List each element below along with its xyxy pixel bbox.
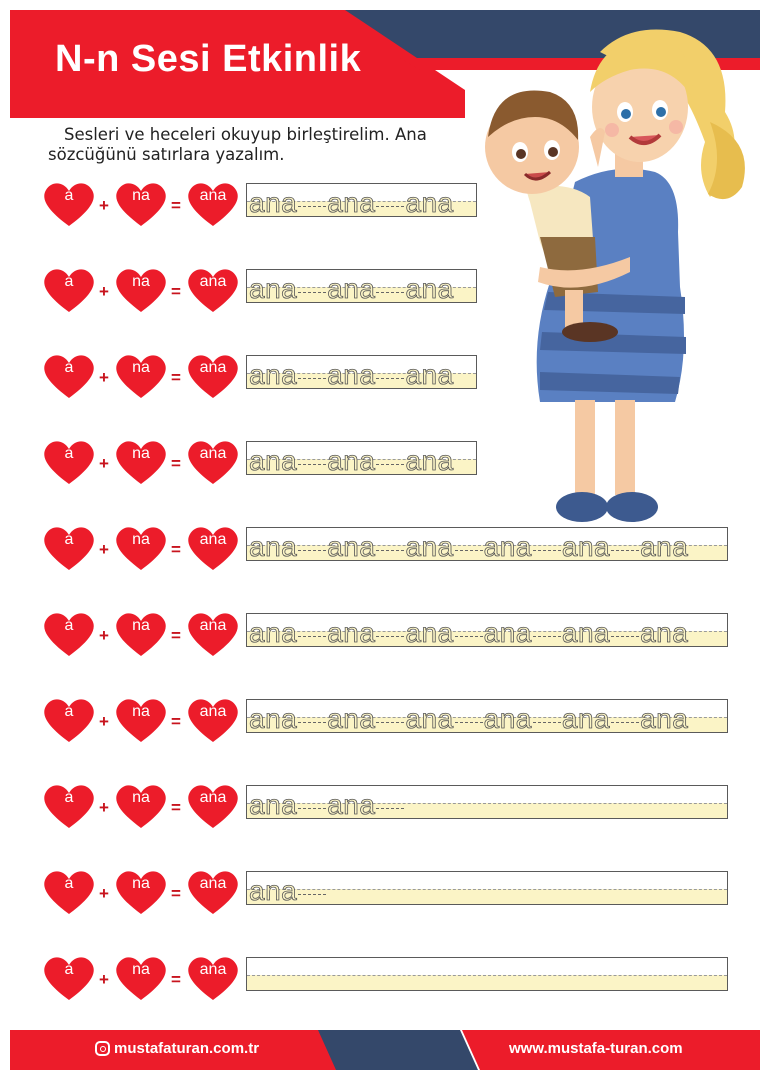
equation-row bbox=[0, 952, 770, 1008]
heart-syllable-na-label: na bbox=[132, 789, 150, 806]
writing-line-box[interactable] bbox=[246, 183, 477, 217]
trace-connector bbox=[298, 894, 326, 895]
trace-connector bbox=[298, 206, 326, 207]
trace-connector bbox=[455, 722, 483, 723]
trace-words bbox=[249, 533, 688, 561]
trace-word: ana bbox=[405, 359, 454, 390]
trace-connector bbox=[376, 722, 404, 723]
equals-sign: = bbox=[171, 626, 181, 645]
trace-connector bbox=[611, 550, 639, 551]
trace-connector bbox=[298, 722, 326, 723]
trace-connector bbox=[455, 636, 483, 637]
trace-connector bbox=[533, 636, 561, 637]
trace-words bbox=[249, 361, 454, 389]
writing-band bbox=[247, 975, 727, 990]
trace-connector bbox=[533, 722, 561, 723]
equals-sign: = bbox=[171, 454, 181, 473]
trace-word: ana bbox=[327, 617, 376, 648]
trace-word: ana bbox=[640, 617, 689, 648]
equation-row bbox=[0, 608, 770, 664]
plus-sign: + bbox=[99, 798, 109, 817]
equals-sign: = bbox=[171, 540, 181, 559]
heart-syllable-a bbox=[42, 696, 96, 744]
trace-word: ana bbox=[327, 789, 376, 820]
equation-row bbox=[0, 436, 770, 492]
plus-sign: + bbox=[99, 884, 109, 903]
trace-word: ana bbox=[640, 703, 689, 734]
writing-line-box[interactable] bbox=[246, 871, 728, 905]
trace-words bbox=[249, 705, 688, 733]
heart-result-ana-label: ana bbox=[199, 789, 227, 806]
trace-connector bbox=[376, 464, 404, 465]
writing-line-box[interactable] bbox=[246, 527, 728, 561]
heart-syllable-na bbox=[114, 868, 168, 916]
heart-syllable-a-label: a bbox=[64, 273, 74, 290]
equation-row bbox=[0, 178, 770, 234]
heart-syllable-na-label: na bbox=[132, 703, 150, 720]
heart-syllable-na bbox=[114, 954, 168, 1002]
trace-word: ana bbox=[327, 703, 376, 734]
trace-words bbox=[249, 189, 454, 217]
trace-connector bbox=[376, 292, 404, 293]
heart-syllable-na bbox=[114, 266, 168, 314]
trace-connector bbox=[298, 378, 326, 379]
trace-words bbox=[249, 877, 327, 905]
heart-syllable-a bbox=[42, 352, 96, 400]
heart-syllable-na-label: na bbox=[132, 531, 150, 548]
trace-connector bbox=[376, 206, 404, 207]
heart-result-ana-label: ana bbox=[199, 703, 227, 720]
heart-syllable-a-label: a bbox=[64, 875, 74, 892]
trace-word: ana bbox=[249, 359, 298, 390]
trace-word: ana bbox=[405, 617, 454, 648]
trace-word: ana bbox=[249, 445, 298, 476]
equals-sign: = bbox=[171, 282, 181, 301]
heart-syllable-a bbox=[42, 610, 96, 658]
heart-syllable-a bbox=[42, 438, 96, 486]
heart-result-ana bbox=[186, 610, 240, 658]
trace-word: ana bbox=[405, 445, 454, 476]
heart-result-ana bbox=[186, 696, 240, 744]
plus-sign: + bbox=[99, 970, 109, 989]
equation-row bbox=[0, 522, 770, 578]
equation-row bbox=[0, 866, 770, 922]
trace-connector bbox=[298, 636, 326, 637]
heart-result-ana-label: ana bbox=[199, 445, 227, 462]
equation-row bbox=[0, 350, 770, 406]
equals-sign: = bbox=[171, 884, 181, 903]
instructions-line-2: sözcüğünü satırlara yazalım. bbox=[48, 145, 285, 164]
heart-result-ana bbox=[186, 438, 240, 486]
trace-connector bbox=[533, 550, 561, 551]
trace-word: ana bbox=[327, 187, 376, 218]
plus-sign: + bbox=[99, 454, 109, 473]
heart-result-ana bbox=[186, 352, 240, 400]
heart-result-ana bbox=[186, 868, 240, 916]
footer-website-link[interactable]: www.mustafa-turan.com bbox=[509, 1040, 683, 1057]
heart-syllable-na bbox=[114, 180, 168, 228]
heart-result-ana-label: ana bbox=[199, 961, 227, 978]
heart-result-ana-label: ana bbox=[199, 531, 227, 548]
midline bbox=[247, 975, 727, 976]
writing-line-box[interactable] bbox=[246, 957, 728, 991]
writing-line-box[interactable] bbox=[246, 613, 728, 647]
plus-sign: + bbox=[99, 626, 109, 645]
heart-syllable-na bbox=[114, 782, 168, 830]
instagram-icon bbox=[95, 1041, 110, 1056]
trace-connector bbox=[611, 722, 639, 723]
trace-word: ana bbox=[249, 789, 298, 820]
trace-connector bbox=[376, 378, 404, 379]
equals-sign: = bbox=[171, 798, 181, 817]
heart-syllable-na-label: na bbox=[132, 359, 150, 376]
trace-word: ana bbox=[483, 531, 532, 562]
equation-row bbox=[0, 694, 770, 750]
equals-sign: = bbox=[171, 368, 181, 387]
equation-row bbox=[0, 264, 770, 320]
heart-syllable-na-label: na bbox=[132, 961, 150, 978]
trace-word: ana bbox=[327, 531, 376, 562]
trace-word: ana bbox=[249, 531, 298, 562]
trace-word: ana bbox=[405, 703, 454, 734]
plus-sign: + bbox=[99, 282, 109, 301]
heart-syllable-na-label: na bbox=[132, 187, 150, 204]
trace-word: ana bbox=[405, 531, 454, 562]
heart-result-ana bbox=[186, 782, 240, 830]
footer-instagram[interactable] bbox=[95, 1040, 259, 1057]
trace-word: ana bbox=[249, 187, 298, 218]
trace-connector bbox=[611, 636, 639, 637]
heart-syllable-na-label: na bbox=[132, 445, 150, 462]
instructions bbox=[48, 125, 448, 165]
heart-syllable-a bbox=[42, 954, 96, 1002]
trace-word: ana bbox=[327, 273, 376, 304]
trace-word: ana bbox=[249, 617, 298, 648]
trace-word: ana bbox=[483, 617, 532, 648]
heart-syllable-a bbox=[42, 782, 96, 830]
heart-syllable-a-label: a bbox=[64, 961, 74, 978]
equation-row bbox=[0, 780, 770, 836]
trace-connector bbox=[298, 292, 326, 293]
equals-sign: = bbox=[171, 712, 181, 731]
page-title: N-n Sesi Etkinlik bbox=[55, 38, 362, 80]
equals-sign: = bbox=[171, 970, 181, 989]
writing-line-box[interactable] bbox=[246, 785, 728, 819]
heart-result-ana-label: ana bbox=[199, 187, 227, 204]
trace-word: ana bbox=[405, 273, 454, 304]
heart-syllable-a bbox=[42, 524, 96, 572]
heart-syllable-a bbox=[42, 868, 96, 916]
instagram-handle: mustafaturan.com.tr bbox=[114, 1040, 260, 1057]
instructions-line-1: Sesleri ve heceleri okuyup birleştirelim. Ana bbox=[64, 125, 427, 144]
heart-result-ana bbox=[186, 524, 240, 572]
trace-word: ana bbox=[327, 445, 376, 476]
trace-word: ana bbox=[327, 359, 376, 390]
trace-word: ana bbox=[483, 703, 532, 734]
heart-result-ana-label: ana bbox=[199, 617, 227, 634]
trace-word: ana bbox=[561, 531, 611, 562]
heart-result-ana-label: ana bbox=[199, 359, 227, 376]
trace-word: ana bbox=[405, 187, 454, 218]
heart-syllable-a-label: a bbox=[64, 359, 74, 376]
heart-syllable-na-label: na bbox=[132, 273, 150, 290]
heart-result-ana bbox=[186, 180, 240, 228]
trace-connector bbox=[376, 636, 404, 637]
equals-sign: = bbox=[171, 196, 181, 215]
heart-syllable-a-label: a bbox=[64, 703, 74, 720]
heart-syllable-na bbox=[114, 438, 168, 486]
heart-syllable-na bbox=[114, 352, 168, 400]
trace-word: ana bbox=[561, 703, 611, 734]
trace-words bbox=[249, 447, 454, 475]
trace-word: ana bbox=[249, 875, 298, 906]
writing-line-box[interactable] bbox=[246, 441, 477, 475]
heart-syllable-a-label: a bbox=[64, 531, 74, 548]
trace-words bbox=[249, 619, 688, 647]
trace-connector bbox=[298, 808, 326, 809]
trace-words bbox=[249, 791, 405, 819]
trace-connector bbox=[376, 808, 404, 809]
writing-line-box[interactable] bbox=[246, 269, 477, 303]
heart-result-ana bbox=[186, 266, 240, 314]
writing-line-box[interactable] bbox=[246, 355, 477, 389]
trace-word: ana bbox=[561, 617, 611, 648]
heart-syllable-a bbox=[42, 266, 96, 314]
trace-words bbox=[249, 275, 454, 303]
trace-connector bbox=[298, 464, 326, 465]
plus-sign: + bbox=[99, 368, 109, 387]
heart-result-ana bbox=[186, 954, 240, 1002]
trace-word: ana bbox=[249, 703, 298, 734]
trace-connector bbox=[376, 550, 404, 551]
trace-word: ana bbox=[640, 531, 689, 562]
heart-syllable-na bbox=[114, 524, 168, 572]
plus-sign: + bbox=[99, 712, 109, 731]
heart-syllable-a-label: a bbox=[64, 617, 74, 634]
heart-result-ana-label: ana bbox=[199, 875, 227, 892]
heart-syllable-na bbox=[114, 610, 168, 658]
heart-syllable-a bbox=[42, 180, 96, 228]
plus-sign: + bbox=[99, 196, 109, 215]
heart-syllable-a-label: a bbox=[64, 789, 74, 806]
heart-result-ana-label: ana bbox=[199, 273, 227, 290]
plus-sign: + bbox=[99, 540, 109, 559]
heart-syllable-a-label: a bbox=[64, 187, 74, 204]
heart-syllable-na bbox=[114, 696, 168, 744]
trace-connector bbox=[298, 550, 326, 551]
writing-line-box[interactable] bbox=[246, 699, 728, 733]
heart-syllable-na-label: na bbox=[132, 875, 150, 892]
trace-word: ana bbox=[249, 273, 298, 304]
heart-syllable-a-label: a bbox=[64, 445, 74, 462]
heart-syllable-na-label: na bbox=[132, 617, 150, 634]
trace-connector bbox=[455, 550, 483, 551]
